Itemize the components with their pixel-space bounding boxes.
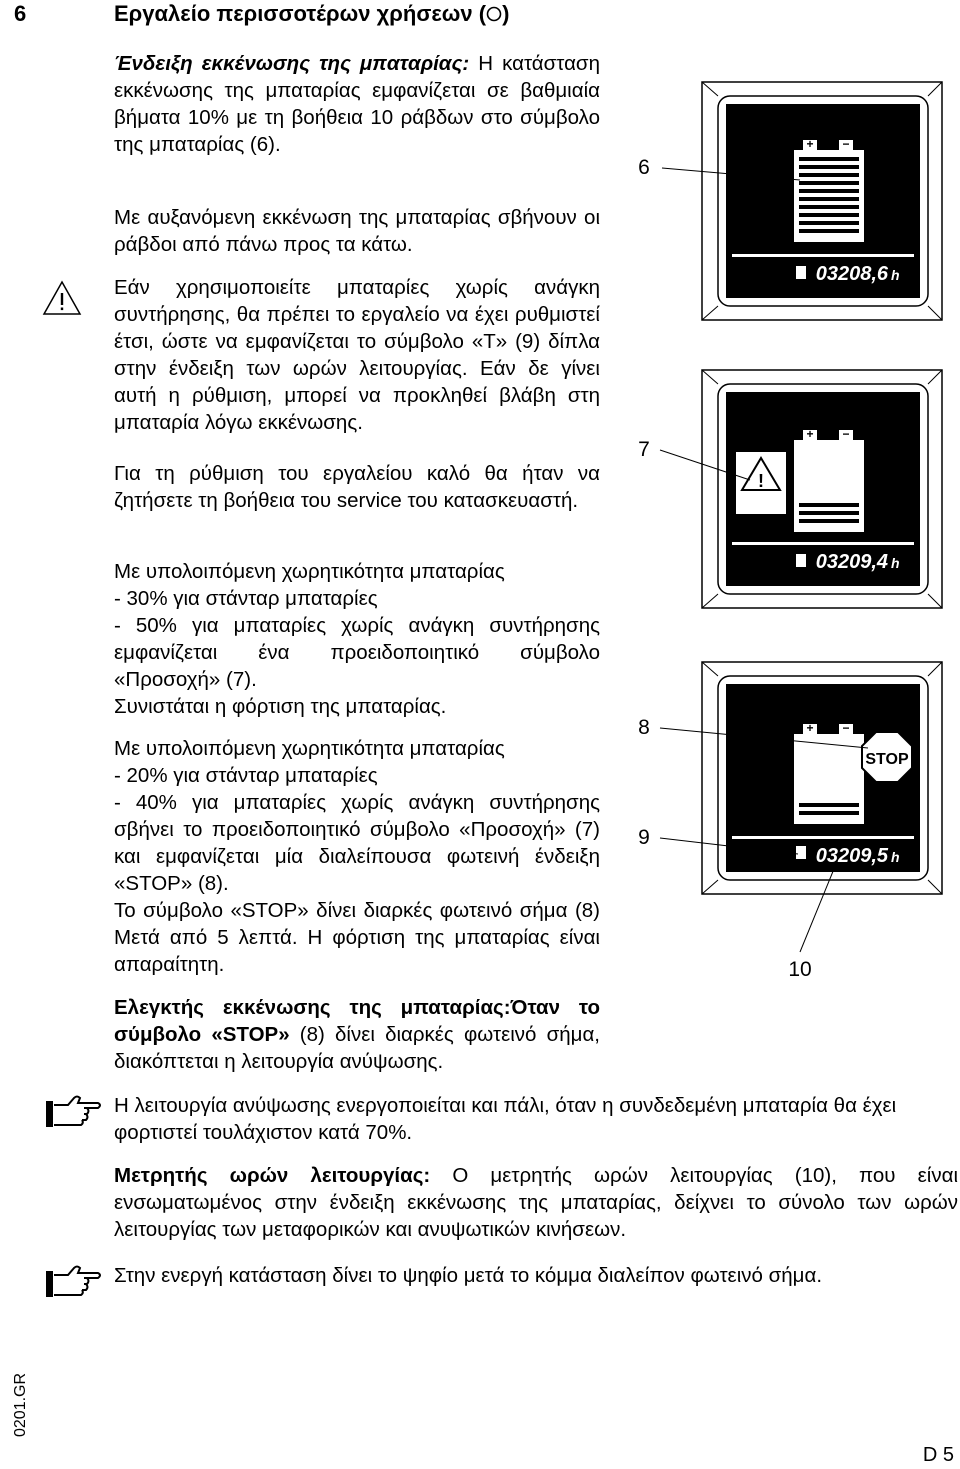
discharge-controller-heading: Ελεγκτής εκκένωσης της μπαταρίας:Όταν το σύμβολο «STOP» [114, 996, 600, 1046]
plus-sign: + [806, 137, 814, 151]
page-number: D 5 [922, 1444, 954, 1466]
capacity-standard: - 30% για στάνταρ μπαταρίες [114, 587, 378, 610]
paragraph-bars: Με αυξανόμενη εκκένωση της μπαταρίας σβήνουν οι ράβδοι από πάνω προς τα κάτω. [114, 206, 600, 256]
charging-recommended: Συνιστάται η φόρτιση της μπαταρίας. [114, 695, 447, 718]
warning-sign-mark: ! [758, 471, 764, 491]
display-1 [702, 82, 942, 320]
callout-9: 9 [638, 826, 650, 849]
display-2 [702, 370, 942, 608]
callout-8: 8 [638, 716, 650, 739]
note-decimal-blinking: Στην ενεργή κατάσταση δίνει το ψηφίο μετά το κόμμα διαλείπον φωτεινό σήμα. [114, 1264, 823, 1287]
minus-sign: − [842, 137, 850, 151]
hour-meter-heading: Μετρητής ωρών λειτουργίας: [114, 1164, 431, 1187]
paragraph-discharge-indicator [114, 50, 600, 158]
section-title: Εργαλείο περισσοτέρων χρήσεων ( [114, 1, 487, 26]
paragraph-remaining-capacity-2 [114, 735, 600, 978]
capacity-intro-2: Με υπολοιπόμενη χωρητικότητα μπαταρίας [114, 737, 505, 760]
plus-sign: + [806, 721, 814, 735]
section-heading [14, 0, 509, 28]
minus-sign: − [842, 427, 850, 441]
t-symbol-icon [796, 554, 806, 567]
document-code: 0201.GR [12, 1372, 29, 1437]
circle-symbol-icon [486, 6, 502, 22]
hour-meter-text: Ο μετρητής ωρών λειτουργίας (10), που είναι ενσωματωμένος στην ένδειξη εκκένωσης της μπαταρίας, δείχνει το σύνολο των ωρών λειτουργίας των μεταφορικών και ανυψωτικών κινήσεων. [114, 1164, 958, 1241]
capacity-maintenance-free: - 50% για μπαταρίες χωρίς ανάγκη συντήρησης εμφανίζεται ένα προειδοποιητικό σύμβολο «Προσοχή» (7). [114, 614, 600, 691]
display-3-hours: 03209,5 [815, 845, 888, 867]
display-2-hours-unit: h [891, 555, 900, 571]
paragraph-remaining-capacity-1 [114, 558, 600, 720]
t-symbol-icon [796, 846, 806, 859]
capacity-intro: Με υπολοιπόμενη χωρητικότητα μπαταρίας [114, 560, 505, 583]
callout-7: 7 [638, 438, 650, 461]
warning-triangle-icon [42, 280, 82, 316]
battery-display-figure [600, 80, 960, 1000]
paragraph-warning-service: Για τη ρύθμιση του εργαλείου καλό θα ήταν να ζητήσετε τη βοήθεια του service του κατασκευαστή. [114, 462, 600, 512]
display-1-hours: 03208,6 [815, 263, 888, 285]
t-symbol-icon [796, 266, 806, 279]
discharge-indicator-text: Η κατάσταση εκκένωσης της μπαταρίας εμφανίζεται σε βαθμιαία βήματα 10% με τη βοήθεια 10 ράβδων στο σύμβολο της μπαταρίας (6). [114, 52, 600, 156]
display-2-hours: 03209,4 [815, 551, 888, 573]
paragraph-hour-meter [114, 1162, 958, 1243]
display-3-hours-unit: h [891, 849, 900, 865]
discharge-indicator-heading: Ένδειξη εκκένωσης της μπαταρίας: [114, 52, 470, 75]
capacity-standard-2: - 20% για στάνταρ μπαταρίες [114, 764, 378, 787]
paragraph-warning: Εάν χρησιμοποιείτε μπαταρίες χωρίς ανάγκη συντήρησης, θα πρέπει το εργαλείο να έχει ρυθμιστεί έτσι, ώστε να εμφανίζεται το σύμβολο «T» (9) δίπλα στην ένδειξη των ωρών λειτουργίας. Εάν δε γίνει αυτή η ρύθμιση, μπορεί να προκληθεί βλάβη στη μπαταρία λόγω εκκένωσης. [114, 276, 600, 434]
display-3 [702, 662, 942, 894]
callout-10: 10 [788, 958, 812, 981]
note-lift-reactivation: Η λειτουργία ανύψωσης ενεργοποιείται και πάλι, όταν η συνδεδεμένη μπαταρία θα έχει φορτιστεί τουλάχιστον κατά 70%. [114, 1094, 897, 1144]
stop-permanent-text: Το σύμβολο «STOP» δίνει διαρκές φωτεινό σήμα (8) Μετά από 5 λεπτά. Η φόρτιση της μπαταρίας είναι απαραίτητη. [114, 899, 600, 976]
pointing-hand-icon [44, 1262, 104, 1302]
paragraph-discharge-controller [114, 994, 600, 1075]
callout-6: 6 [638, 156, 650, 179]
section-title-end: ) [502, 1, 510, 26]
pointing-hand-icon [44, 1092, 104, 1132]
display-1-hours-unit: h [891, 267, 900, 283]
stop-label: STOP [865, 751, 909, 768]
minus-sign: − [842, 721, 850, 735]
discharge-controller-text: (8) δίνει διαρκές φωτεινό σήμα, διακόπτεται η λειτουργία ανύψωσης. [114, 1023, 600, 1073]
section-number: 6 [14, 1, 27, 26]
plus-sign: + [806, 427, 814, 441]
capacity-maintenance-free-2: - 40% για μπαταρίες χωρίς ανάγκη συντήρησης σβήνει το προειδοποιητικό σύμβολο «Προσοχή» (7) και εμφανίζεται μία διαλείπουσα φωτεινή ένδειξη «STOP» (8). [114, 791, 600, 895]
